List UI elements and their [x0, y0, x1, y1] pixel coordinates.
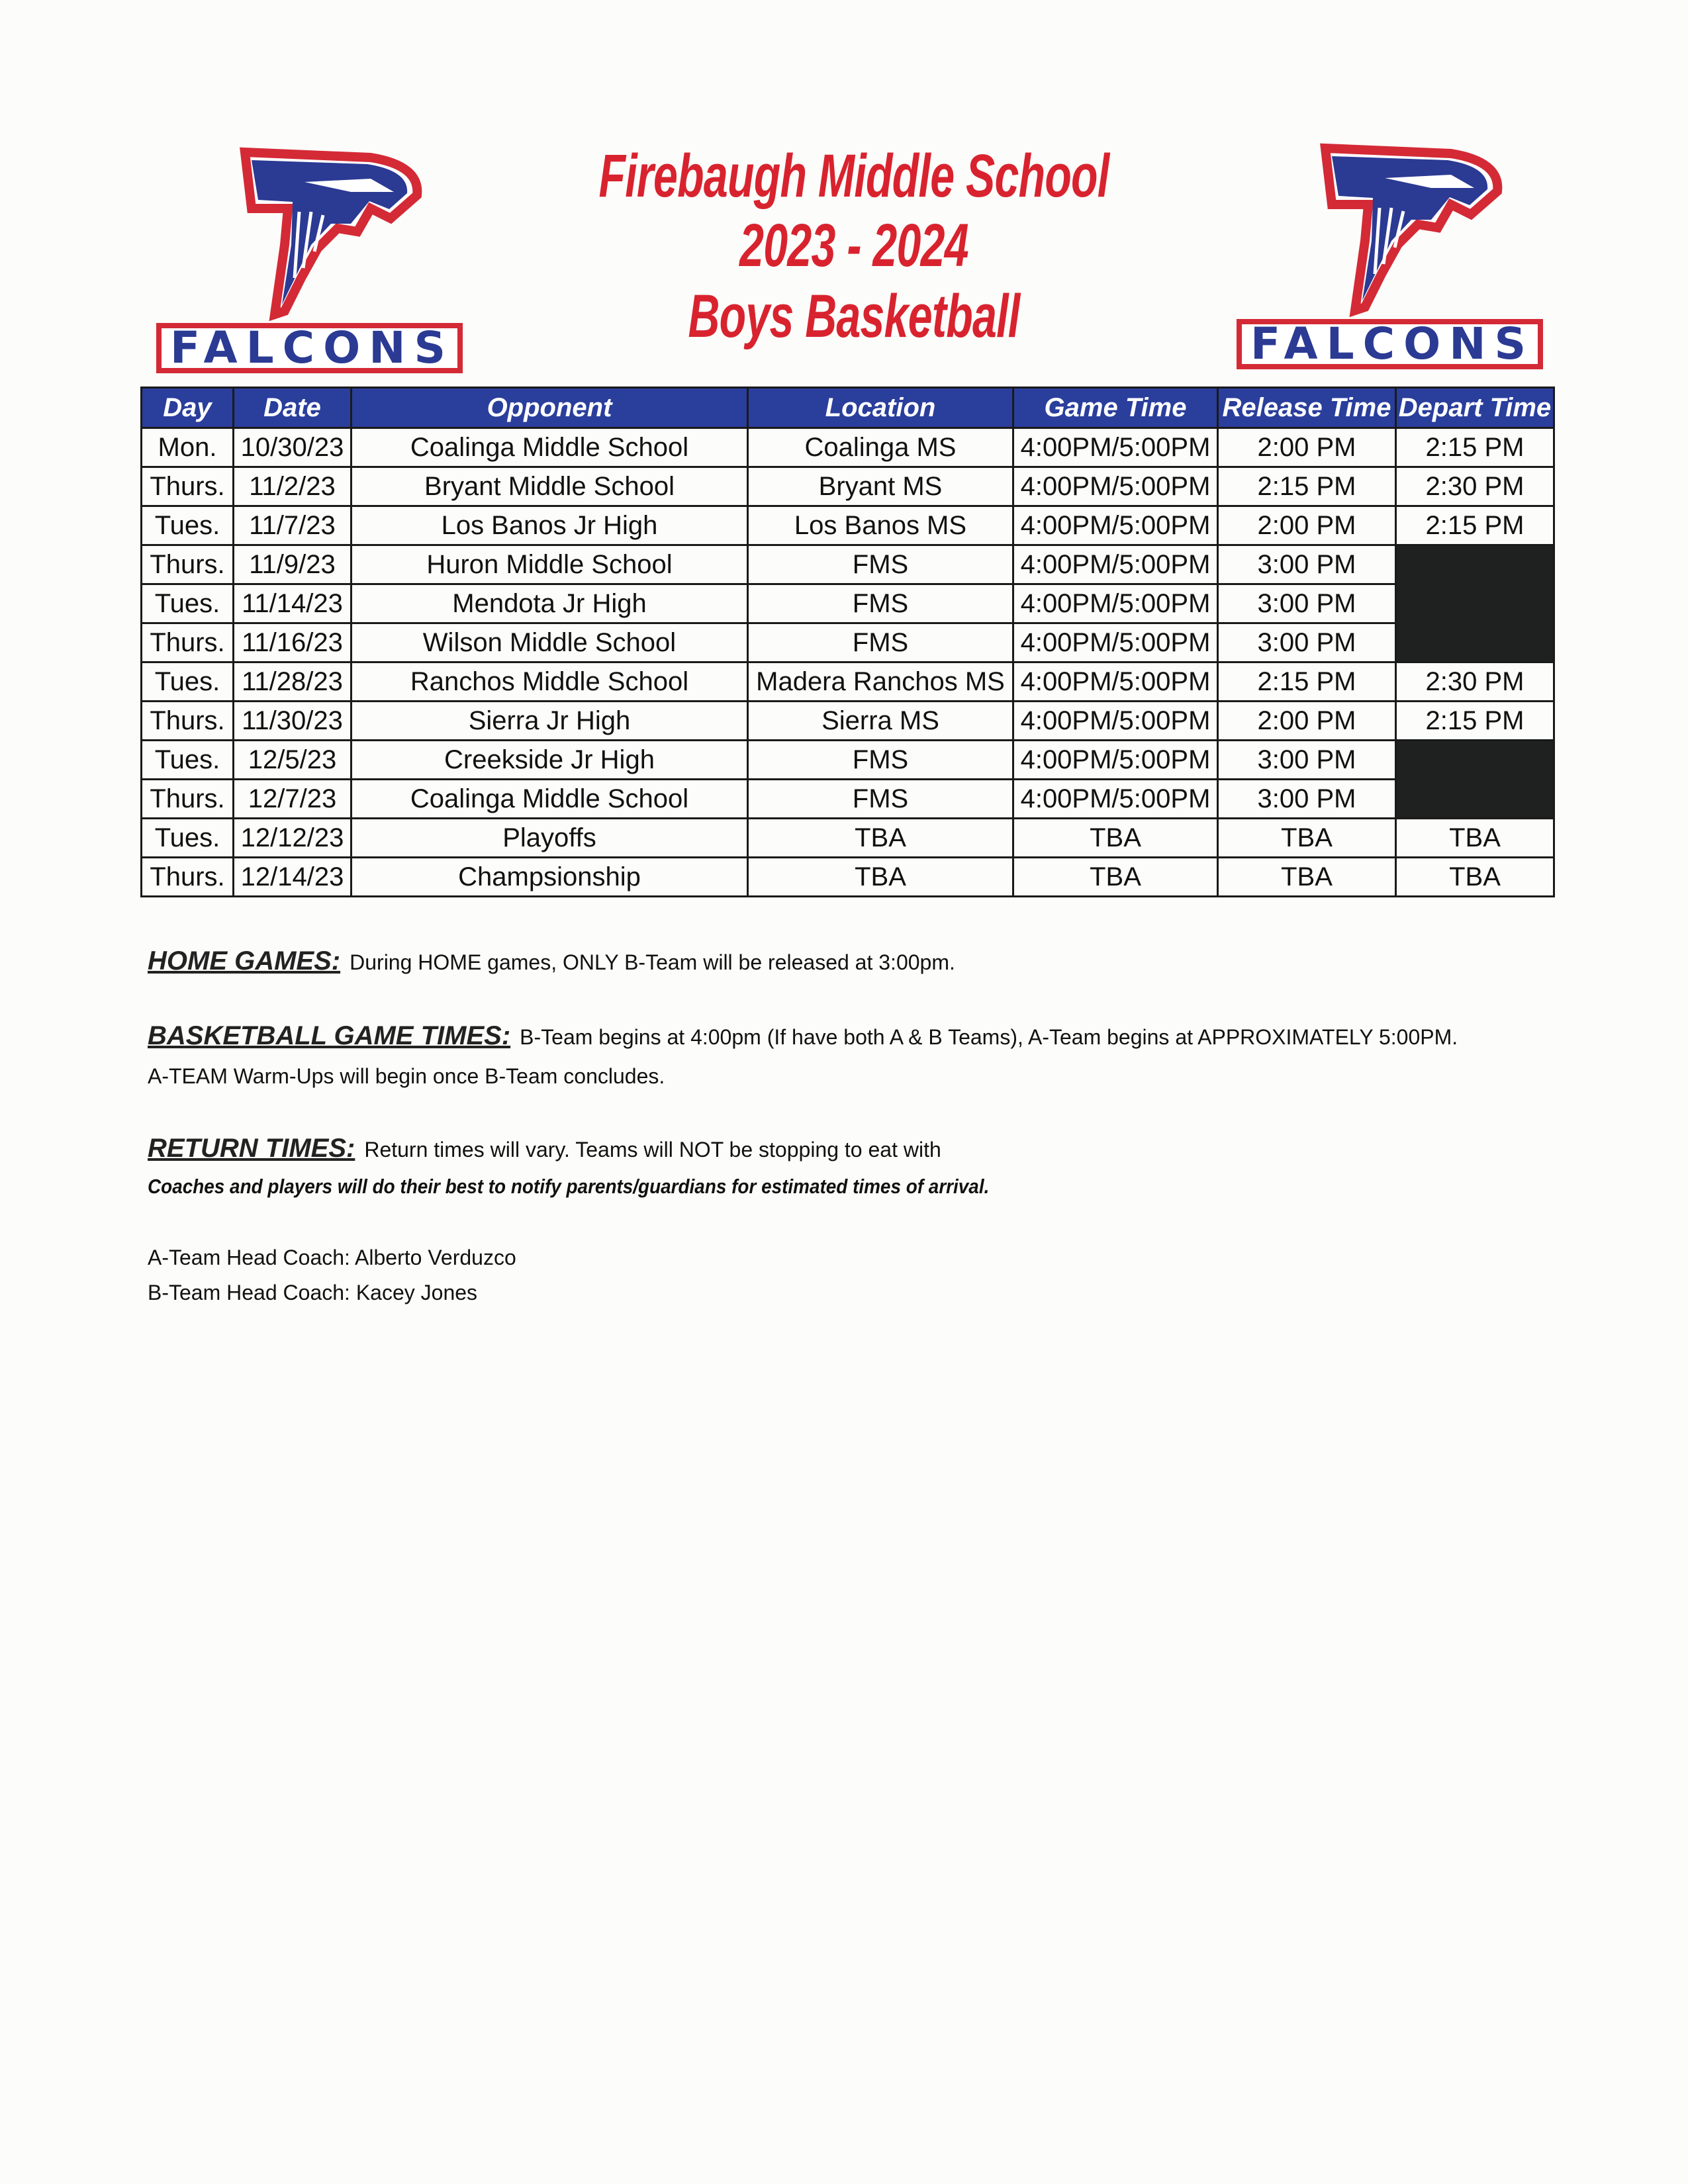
table-row [142, 545, 1554, 584]
cell-day: Tues. [142, 584, 234, 623]
a-team-coach: A-Team Head Coach: Alberto Verduzco [148, 1246, 516, 1269]
cell-depart: TBA [1396, 819, 1554, 858]
cell-location: FMS [748, 584, 1013, 623]
schedule-table [140, 387, 1555, 897]
cell-depart: 2:30 PM [1396, 467, 1554, 506]
cell-opponent: Huron Middle School [352, 545, 748, 584]
cell-game-time: 4:00PM/5:00PM [1013, 741, 1218, 780]
cell-day: Tues. [142, 662, 234, 702]
cell-release: 2:15 PM [1218, 662, 1396, 702]
cell-day: Thurs. [142, 858, 234, 897]
warmups-text: A-TEAM Warm-Ups will begin once B-Team concludes. [148, 1064, 665, 1088]
column-header-release-time: Release Time [1218, 388, 1396, 428]
cell-game-time: TBA [1013, 819, 1218, 858]
cell-opponent: Los Banos Jr High [352, 506, 748, 545]
falcons-logo-text: FALCONS [170, 322, 448, 373]
cell-day: Thurs. [142, 467, 234, 506]
cell-date: 11/2/23 [234, 467, 352, 506]
cell-date: 11/30/23 [234, 702, 352, 741]
return-times-text-2: Coaches and players will do their best to notify parents/guardians for estimated times of arrival. [148, 1175, 990, 1198]
cell-day: Mon. [142, 428, 234, 467]
cell-game-time: 4:00PM/5:00PM [1013, 780, 1218, 819]
falcon-head-icon [1325, 148, 1497, 310]
cell-release: 2:00 PM [1218, 702, 1396, 741]
home-games-heading: HOME GAMES: [148, 946, 341, 976]
cell-game-time: 4:00PM/5:00PM [1013, 506, 1218, 545]
cell-opponent: Coalinga Middle School [352, 428, 748, 467]
table-row [142, 780, 1554, 819]
cell-location: Los Banos MS [748, 506, 1013, 545]
cell-location: TBA [748, 819, 1013, 858]
cell-date: 11/14/23 [234, 584, 352, 623]
cell-location: Coalinga MS [748, 428, 1013, 467]
cell-date: 11/7/23 [234, 506, 352, 545]
cell-opponent: Bryant Middle School [352, 467, 748, 506]
cell-location: FMS [748, 741, 1013, 780]
cell-depart: 2:30 PM [1396, 662, 1554, 702]
cell-date: 12/12/23 [234, 819, 352, 858]
cell-location: FMS [748, 780, 1013, 819]
cell-location: Madera Ranchos MS [748, 662, 1013, 702]
cell-opponent: Mendota Jr High [352, 584, 748, 623]
game-times-heading: BASKETBALL GAME TIMES: [148, 1021, 511, 1050]
cell-day: Tues. [142, 819, 234, 858]
game-times-text: B-Team begins at 4:00pm (If have both A & B Teams), A-Team begins at APPROXIMATELY 5:00PM. [520, 1025, 1458, 1049]
cell-opponent: Sierra Jr High [352, 702, 748, 741]
cell-opponent: Playoffs [352, 819, 748, 858]
cell-game-time: 4:00PM/5:00PM [1013, 662, 1218, 702]
table-row [142, 702, 1554, 741]
cell-game-time: 4:00PM/5:00PM [1013, 467, 1218, 506]
table-row [142, 467, 1554, 506]
cell-date: 11/9/23 [234, 545, 352, 584]
table-row [142, 506, 1554, 545]
falcons-logo-left [152, 146, 463, 374]
cell-location: FMS [748, 545, 1013, 584]
blacked-out-cell [1396, 741, 1554, 819]
cell-depart: 2:15 PM [1396, 428, 1554, 467]
table-row [142, 662, 1554, 702]
return-times-heading: RETURN TIMES: [148, 1134, 355, 1163]
table-row [142, 584, 1554, 623]
cell-date: 12/5/23 [234, 741, 352, 780]
cell-opponent: Creekside Jr High [352, 741, 748, 780]
return-times-note [148, 1134, 941, 1163]
cell-game-time: 4:00PM/5:00PM [1013, 428, 1218, 467]
cell-opponent: Coalinga Middle School [352, 780, 748, 819]
cell-game-time: 4:00PM/5:00PM [1013, 623, 1218, 662]
table-header-row [142, 388, 1554, 428]
cell-day: Thurs. [142, 623, 234, 662]
cell-opponent: Champsionship [352, 858, 748, 897]
cell-day: Thurs. [142, 780, 234, 819]
falcon-head-icon [245, 152, 417, 314]
b-team-coach: B-Team Head Coach: Kacey Jones [148, 1281, 478, 1304]
cell-day: Thurs. [142, 545, 234, 584]
home-games-note [148, 946, 955, 976]
cell-release: 2:00 PM [1218, 428, 1396, 467]
cell-date: 11/28/23 [234, 662, 352, 702]
table-row [142, 428, 1554, 467]
table-row [142, 819, 1554, 858]
home-games-text: During HOME games, ONLY B-Team will be released at 3:00pm. [350, 950, 955, 974]
cell-release: 3:00 PM [1218, 545, 1396, 584]
falcons-logo-text: FALCONS [1250, 318, 1528, 369]
cell-release: 3:00 PM [1218, 780, 1396, 819]
falcons-logo-right [1233, 142, 1544, 370]
table-row [142, 741, 1554, 780]
column-header-depart-time: Depart Time [1396, 388, 1554, 428]
cell-date: 10/30/23 [234, 428, 352, 467]
cell-date: 11/16/23 [234, 623, 352, 662]
cell-day: Tues. [142, 741, 234, 780]
cell-game-time: 4:00PM/5:00PM [1013, 545, 1218, 584]
cell-opponent: Ranchos Middle School [352, 662, 748, 702]
column-header-opponent: Opponent [352, 388, 748, 428]
cell-release: 2:00 PM [1218, 506, 1396, 545]
cell-depart: 2:15 PM [1396, 506, 1554, 545]
cell-location: Bryant MS [748, 467, 1013, 506]
cell-date: 12/7/23 [234, 780, 352, 819]
cell-release: TBA [1218, 858, 1396, 897]
cell-day: Tues. [142, 506, 234, 545]
cell-game-time: TBA [1013, 858, 1218, 897]
game-times-note [148, 1021, 1458, 1051]
cell-depart: TBA [1396, 858, 1554, 897]
cell-release: 3:00 PM [1218, 741, 1396, 780]
cell-date: 12/14/23 [234, 858, 352, 897]
cell-depart: 2:15 PM [1396, 702, 1554, 741]
column-header-location: Location [748, 388, 1013, 428]
cell-game-time: 4:00PM/5:00PM [1013, 584, 1218, 623]
blacked-out-cell [1396, 545, 1554, 662]
cell-opponent: Wilson Middle School [352, 623, 748, 662]
cell-location: FMS [748, 623, 1013, 662]
table-row [142, 858, 1554, 897]
cell-release: 2:15 PM [1218, 467, 1396, 506]
cell-location: Sierra MS [748, 702, 1013, 741]
column-header-day: Day [142, 388, 234, 428]
sport-title: Boys Basketball [688, 283, 1020, 350]
column-header-game-time: Game Time [1013, 388, 1218, 428]
cell-release: TBA [1218, 819, 1396, 858]
cell-day: Thurs. [142, 702, 234, 741]
school-title: Firebaugh Middle School [598, 142, 1109, 210]
cell-release: 3:00 PM [1218, 584, 1396, 623]
cell-game-time: 4:00PM/5:00PM [1013, 702, 1218, 741]
cell-location: TBA [748, 858, 1013, 897]
return-times-text: Return times will vary. Teams will NOT be stopping to eat with [364, 1138, 941, 1161]
season-title: 2023 - 2024 [739, 212, 968, 279]
table-row [142, 623, 1554, 662]
cell-release: 3:00 PM [1218, 623, 1396, 662]
column-header-date: Date [234, 388, 352, 428]
